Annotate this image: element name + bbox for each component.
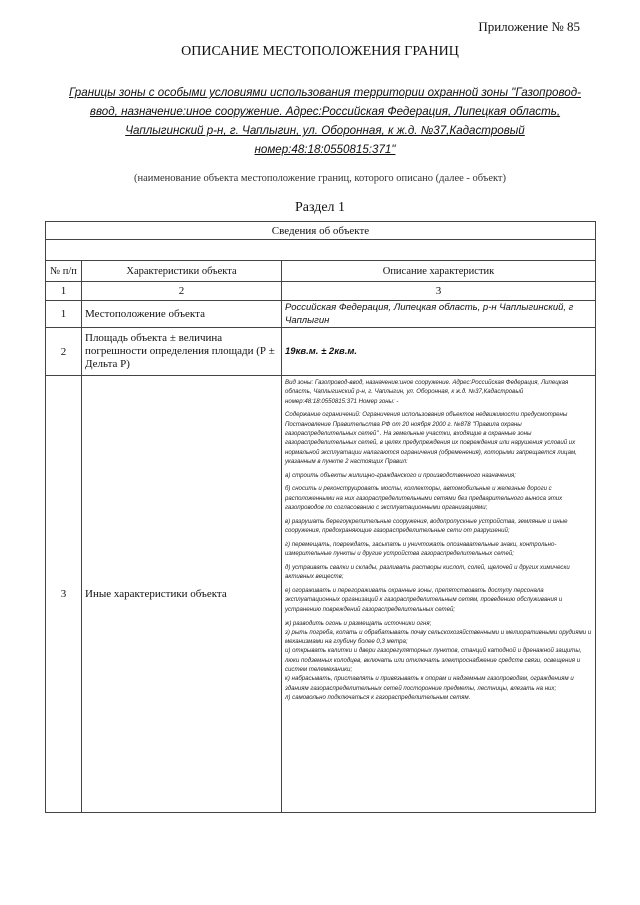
description-paragraph: Вид зоны: Газопровод-ввод, назначение:иное сооружение. Адрес:Российская Федерация, Липецкая область, Чаплыгинский р-н, г. Чаплыгин, ул. Оборонная, к ж.д. №37,Кадастровый номер:48:18:0550815:371 Номер зоны: - bbox=[285, 379, 569, 405]
row-number: 2 bbox=[46, 328, 82, 376]
object-name bbox=[60, 83, 590, 159]
object-info-table bbox=[45, 221, 596, 813]
column-number-cell: 3 bbox=[282, 282, 596, 301]
column-number-cell: 2 bbox=[82, 282, 282, 301]
appendix-number: Приложение № 85 bbox=[478, 19, 580, 34]
description-paragraph: Содержание ограничений: Ограничения использования объектов недвижимости предусмотрены Постановление Правительства РФ от 20 ноября 2000 г. №878 "Правила охраны газораспределительных сетей" . На земельные участки, входящие в охранные зоны газораспределительных сетей, в целях предупреждения их повреждения или нарушения условий их нормальной эксплуатации налагаются ограничения (обременения), которыми запрещается лицам, указанным в пункте 2 настоящих Правил: bbox=[285, 411, 577, 465]
object-name-line: ввод, назначение:иное сооружение. Адрес:Российская Федерация, Липецкая область, bbox=[89, 105, 561, 118]
table-caption: Сведения об объекте bbox=[46, 222, 596, 240]
column-header-description: Описание характеристик bbox=[282, 261, 596, 282]
table-blank-row bbox=[46, 240, 596, 261]
characteristic-name: Площадь объекта ± величина погрешности определения площади (Р ± Дельта Р) bbox=[82, 328, 282, 376]
description-paragraph: в) разрушать берегоукрепительные сооружения, водопропускные устройства, земляные и иные сооружения, предохраняющие газораспределительные сети от разрушений; bbox=[285, 517, 568, 535]
area-value: 19кв.м. ± 2кв.м. bbox=[282, 328, 596, 376]
characteristic-name: Местоположение объекта bbox=[82, 301, 282, 328]
object-name-line: Границы зоны с особыми условиями использования территории охранной зоны "Газопровод- bbox=[69, 86, 581, 99]
characteristic-name: Иные характеристики объекта bbox=[82, 376, 282, 813]
other-characteristics-description bbox=[282, 376, 596, 813]
section-title: Раздел 1 bbox=[294, 200, 346, 215]
description-paragraph: г) перемещать, повреждать, засыпать и уничтожать опознавательные знаки, контрольно-измерительные пункты и другие устройства газораспределительных сетей; bbox=[285, 540, 557, 558]
object-name-line: Чаплыгинский р-н, г. Чаплыгин, ул. Оборонная, к ж.д. №37,Кадастровый bbox=[125, 124, 525, 137]
object-name-line: номер:48:18:0550815:371" bbox=[254, 143, 396, 156]
description-paragraph: ж) разводить огонь и размещать источники огня; з) рыть погреба, копать и обрабатывать почву сельскохозяйственными и мелиоративными орудиями и механизмами на глубину более 0,3 метра; и) открывать калитки и двери газорегуляторных пунктов, станций катодной и дренажной защиты, люки подземных колодцев, включать или отключать электроснабжение средств связи, освещения и систем телемеханики; к) набрасывать, приставлять и привязывать к опорам и надземным газопроводам, ограждениям и зданиям газораспределительных сетей посторонние предметы, лестницы, влезать на них; л) самовольно подключаться к газораспределительным сетям. bbox=[285, 619, 592, 701]
column-number-cell: 1 bbox=[46, 282, 82, 301]
location-value: Российская Федерация, Липецкая область, р-н Чаплыгинский, г Чаплыгин bbox=[282, 301, 596, 328]
object-name-caption: (наименование объекта местоположение границ, которого описано (далее - объект) bbox=[133, 173, 507, 184]
row-number: 1 bbox=[46, 301, 82, 328]
description-paragraph: б) сносить и реконструировать мосты, коллекторы, автомобильные и железные дороги с расположенными на них газораспределительными сетями без предварительного выноса этих газопроводов по согласованию с эксплуатационными организациями; bbox=[285, 485, 563, 512]
description-paragraph: е) огораживать и перегораживать охранные зоны, препятствовать доступу персонала эксплуатационных организаций к газораспределительным сетям, проведению обслуживания и устранению повреждений газораспределительных сетей; bbox=[285, 587, 563, 613]
document-title: ОПИСАНИЕ МЕСТОПОЛОЖЕНИЯ ГРАНИЦ bbox=[181, 44, 459, 59]
description-paragraph: д) устраивать свалки и склады, разливать растворы кислот, солей, щелочей и других химически активных веществ; bbox=[285, 564, 570, 581]
row-number: 3 bbox=[46, 376, 82, 813]
description-paragraph: а) строить объекты жилищно-гражданского и производственного назначения; bbox=[285, 471, 516, 479]
column-header-characteristic: Характеристики объекта bbox=[82, 261, 282, 282]
column-header-number: № п/п bbox=[46, 261, 82, 282]
